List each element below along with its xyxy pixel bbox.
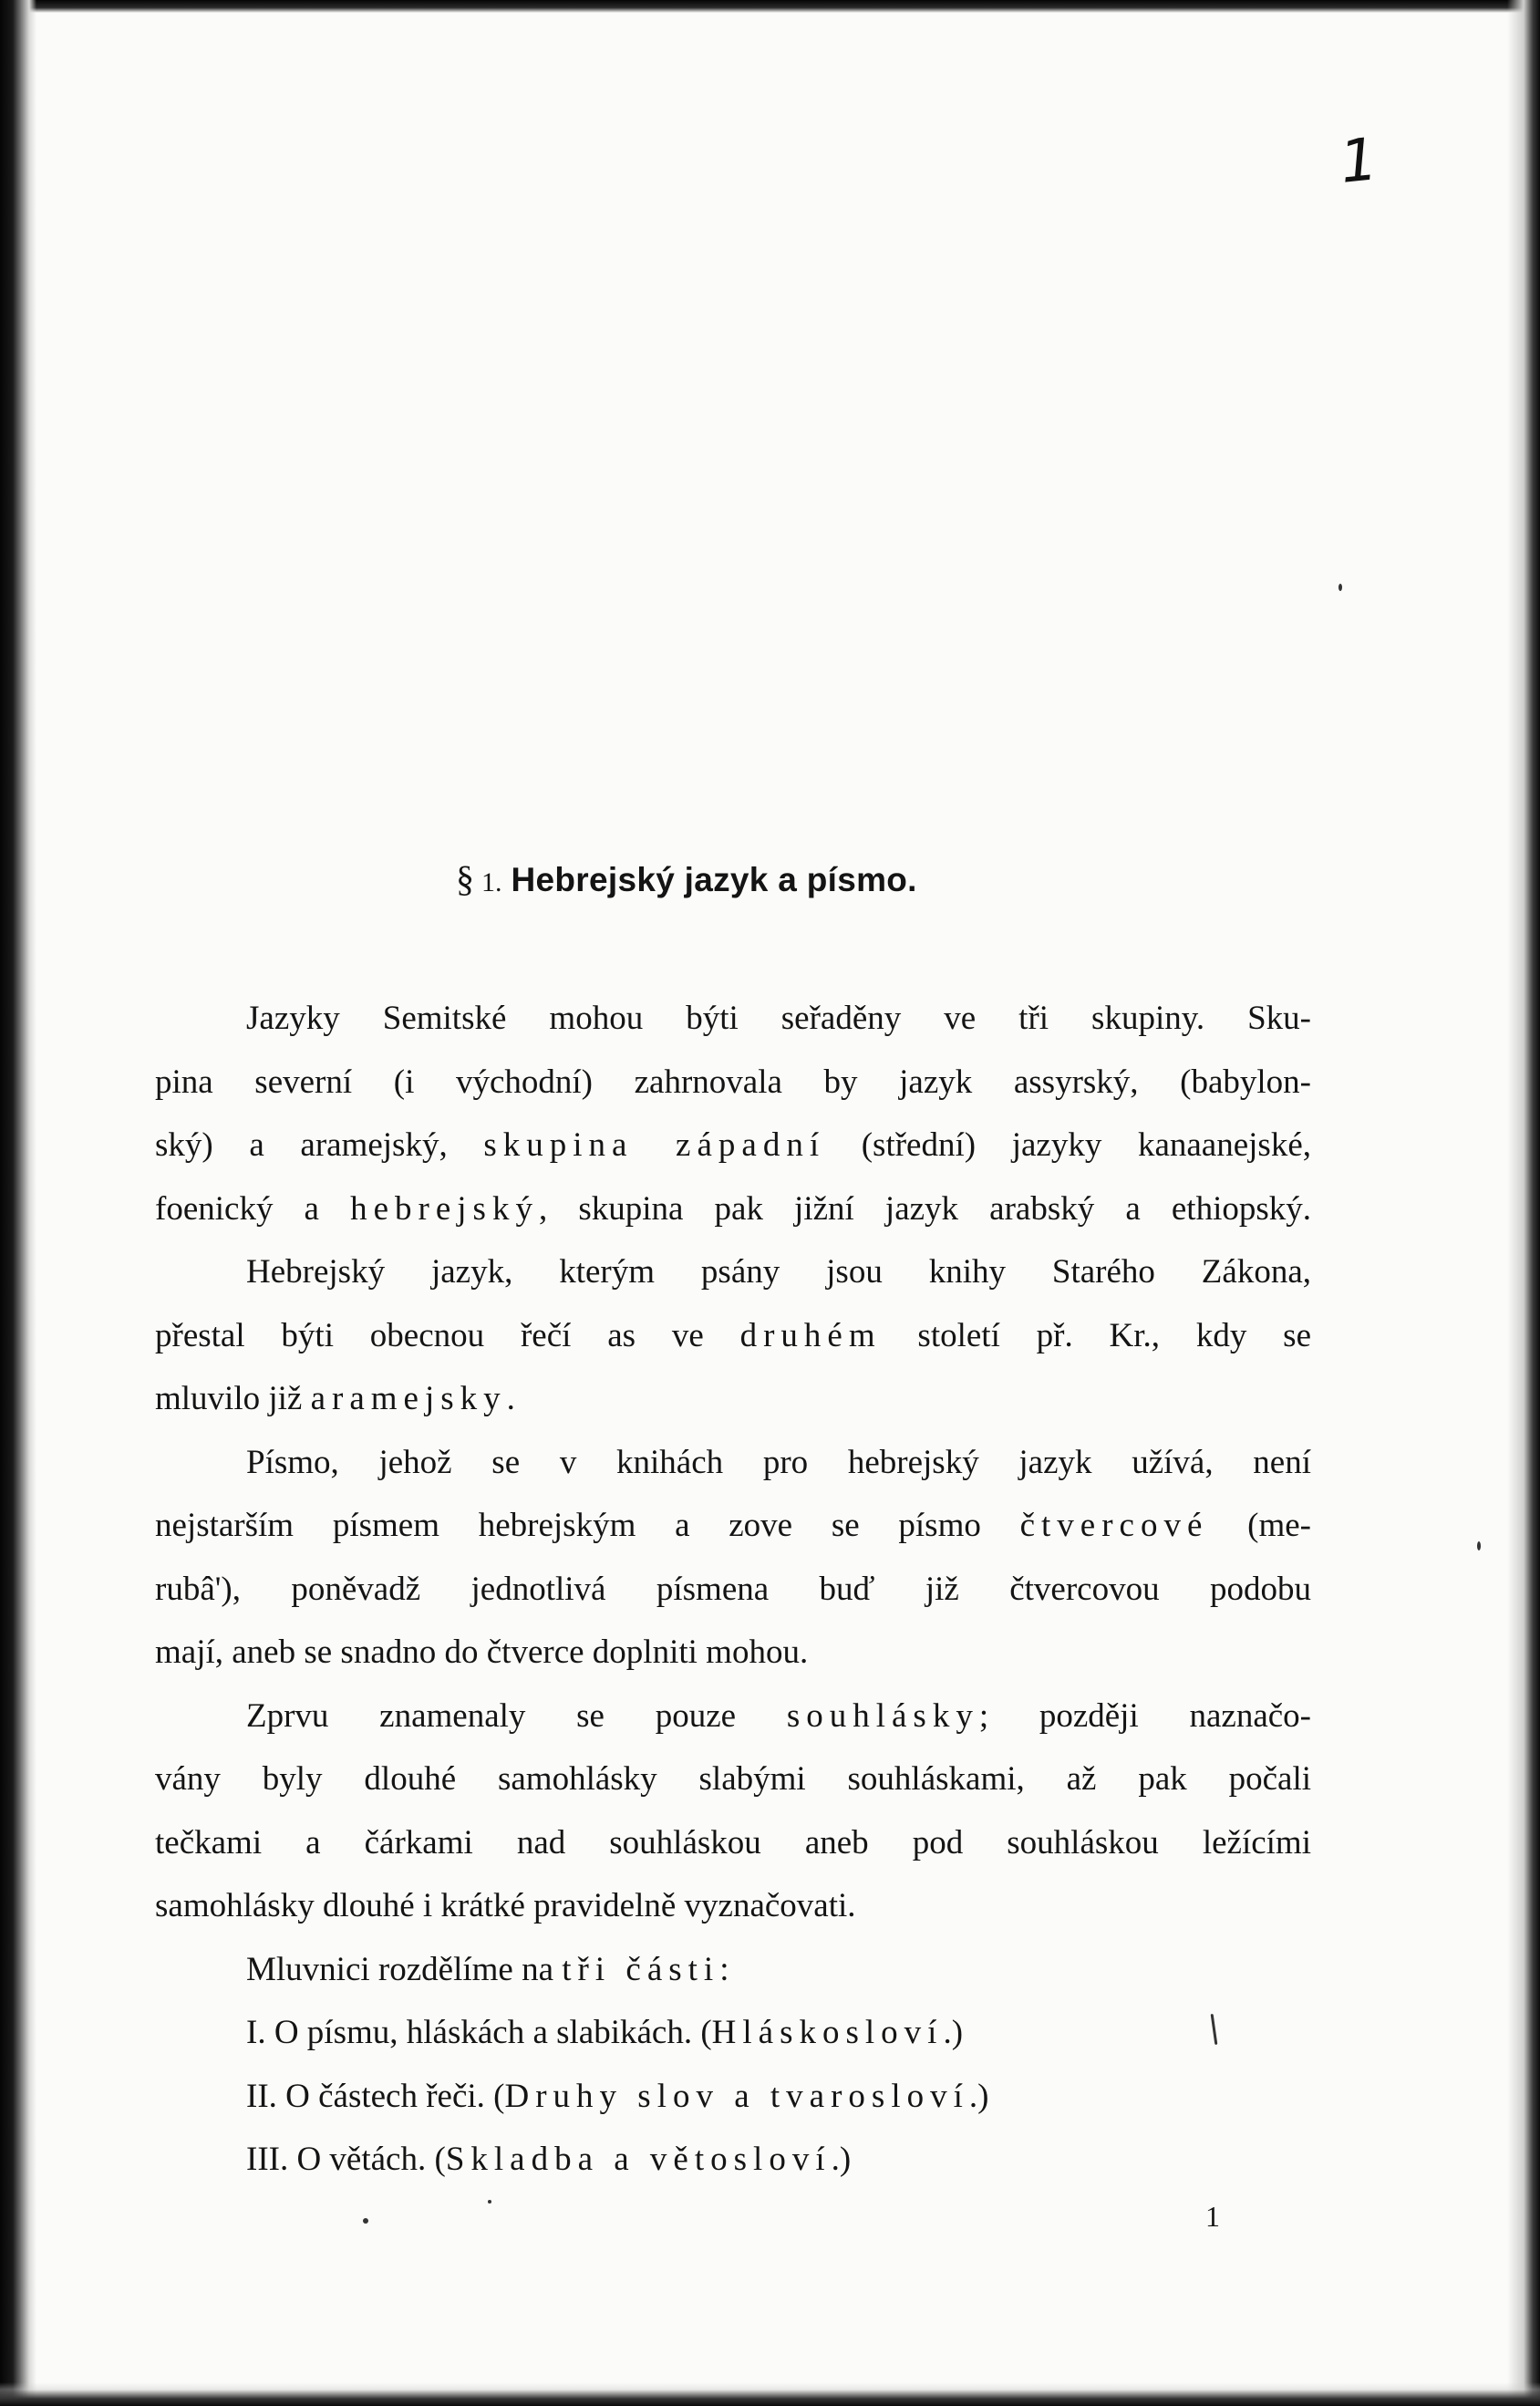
scan-speck xyxy=(1338,584,1342,591)
scan-speck xyxy=(363,2218,368,2224)
section-number: 1. xyxy=(481,867,502,897)
text-line: mluvilo již aramejsky. xyxy=(155,1380,515,1417)
text-line: Hebrejský jazyk, kterým psány jsou knihy Starého Zákona, xyxy=(246,1253,1311,1291)
section-heading xyxy=(456,857,1039,900)
text-line: nejstarším písmem hebrejským a zove se písmo čtvercové (me- xyxy=(155,1507,1311,1544)
section-symbol: § xyxy=(456,858,474,899)
text-line: přestal býti obecnou řečí as ve druhém století př. Kr., kdy se xyxy=(155,1316,1311,1354)
text-line: tečkami a čárkami nad souhláskou aneb pod souhláskou ležícími xyxy=(155,1823,1311,1862)
text-line: samohlásky dlouhé i krátké pravidelně vyznačovati. xyxy=(155,1887,856,1924)
handwritten-page-marker: 1 xyxy=(1337,126,1381,197)
division-item: II. O částech řeči. (Druhy slov a tvarosloví.) xyxy=(246,2077,989,2115)
text-line: ský) a aramejský, skupina západní (střední) jazyky kanaanejské, xyxy=(155,1126,1311,1164)
division-intro: Mluvnici rozdělíme na tři části: xyxy=(246,1950,729,1988)
text-line: rubâ'), poněvadž jednotlivá písmena buď již čtvercovou podobu xyxy=(155,1570,1311,1608)
text-line: Zprvu znamenaly se pouze souhlásky; později naznačo- xyxy=(246,1696,1311,1735)
paragraph-3 xyxy=(155,1431,1311,1685)
scan-edge-right xyxy=(1507,0,1540,2406)
paragraph-2 xyxy=(155,1240,1311,1431)
scan-speck xyxy=(1477,1541,1481,1550)
scan-edge-left xyxy=(0,0,36,2406)
text-line: vány byly dlouhé samohlásky slabými souhláskami, až pak počali xyxy=(155,1760,1311,1798)
section-title: Hebrejský jazyk a písmo. xyxy=(511,861,917,898)
division-item: III. O větách. (Skladba a větosloví.) xyxy=(246,2141,852,2178)
division-item: I. O písmu, hláskách a slabikách. (Hláskosloví.) xyxy=(246,2014,964,2051)
paragraph-1 xyxy=(155,987,1311,1240)
division-list xyxy=(155,1938,1311,2192)
text-line: Jazyky Semitské mohou býti seřaděny ve tři skupiny. Sku- xyxy=(246,1000,1311,1037)
scan-edge-top xyxy=(0,0,1540,13)
text-line: foenický a hebrejský, skupina pak jižní jazyk arabský a ethiopský. xyxy=(155,1189,1311,1228)
text-line: pina severní (i východní) zahrnovala by jazyk assyrský, (babylon- xyxy=(155,1063,1311,1101)
scan-edge-bottom xyxy=(0,2382,1540,2406)
paragraph-4 xyxy=(155,1685,1311,1938)
body-text xyxy=(155,987,1311,2192)
scan-speck xyxy=(488,2200,491,2204)
page-number: 1 xyxy=(1205,2200,1220,2233)
text-line: mají, aneb se snadno do čtverce doplniti mohou. xyxy=(155,1633,809,1671)
text-line: Písmo, jehož se v knihách pro hebrejský jazyk užívá, není xyxy=(246,1443,1311,1481)
